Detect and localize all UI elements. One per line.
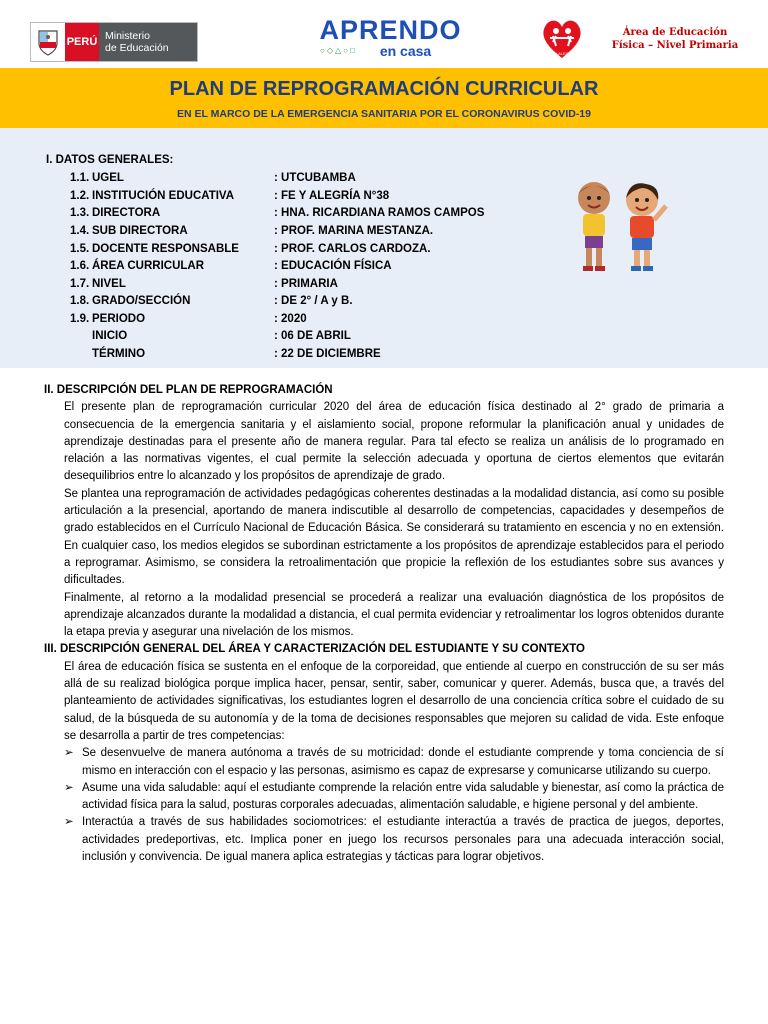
bullet-text: Asume una vida saludable: aquí el estudiante comprende la relación entre vida saludable y bienestar, así como la práctica de actividad física para la salud, posturas corporales adecuadas, alimentación saludable, e higiene personal y del ambiente. <box>82 781 724 812</box>
fya-small-text: FE Y ALEGRÍA <box>548 51 576 56</box>
competency-bullet <box>44 814 724 866</box>
page-header <box>0 0 768 68</box>
arrow-bullet-icon: ➢ <box>64 747 74 760</box>
row-value: : UTCUBAMBA <box>274 172 356 184</box>
row-value: : PRIMARIA <box>274 278 338 290</box>
row-label: DIRECTORA <box>92 207 161 219</box>
children-illustration <box>564 176 674 276</box>
area-header <box>590 26 760 52</box>
row-value: : 22 DE DICIEMBRE <box>274 348 381 360</box>
row-value: : PROF. MARINA MESTANZA. <box>274 225 434 237</box>
data-row <box>70 188 272 204</box>
row-label: PERIODO <box>92 313 146 325</box>
fe-y-alegria-logo <box>538 14 586 62</box>
title-banner <box>0 68 768 128</box>
section-descripcion-plan <box>44 382 724 866</box>
row-value: : 06 DE ABRIL <box>274 330 351 342</box>
aprendo-en-casa-logo <box>318 16 463 62</box>
row-label: GRADO/SECCIÓN <box>92 295 191 307</box>
aprendo-text: APRENDO <box>319 15 462 45</box>
section2-heading: II. DESCRIPCIÓN DEL PLAN DE REPROGRAMACIÓN <box>44 384 333 396</box>
arrow-bullet-icon: ➢ <box>64 816 74 829</box>
data-row <box>70 223 272 239</box>
data-row <box>70 205 272 221</box>
bullet-text: Se desenvuelve de manera autónoma a través de su motricidad: donde el estudiante comprende y toma conciencia de sí mismo en interacción con el espacio y las personas, asimismo es capaz de expresarse y comunicarse utilizando su cuerpo. <box>82 747 724 777</box>
data-row <box>70 258 272 274</box>
document-subtitle: EN EL MARCO DE LA EMERGENCIA SANITARIA POR EL CORONAVIRUS COVID-19 <box>176 108 591 120</box>
section2-paragraph-3: Finalmente, al retorno a la modalidad presencial se procederá a realizar una evaluación diagnóstica de los propósitos de aprendizaje alcanzados durante la modalidad a distancia, el cual permita evidenciar y retroalimentar los logros obtenidos durante la etapa previa y asegurar una nivelación de los mismos. <box>64 591 724 639</box>
row-value: : PROF. CARLOS CARDOZA. <box>274 243 431 255</box>
row-value: : FE Y ALEGRÍA N°38 <box>274 190 390 202</box>
area-line2: Física – Nivel Primaria <box>611 40 739 51</box>
row-label: INSTITUCIÓN EDUCATIVA <box>92 190 235 202</box>
row-num: 1.3. <box>70 207 90 219</box>
data-row <box>70 170 272 186</box>
row-label: DOCENTE RESPONSABLE <box>92 243 239 255</box>
row-value: : DE 2° / A y B. <box>274 295 353 307</box>
section3-paragraph-1: El área de educación física se sustenta en el enfoque de la corporeidad, que entiende al cuerpo en construcción de su ser más allá de su realizad biológica porque implica hacer, pensar, sentir, saber, comunicar y querer. Además, busca que, a través del planteamiento de actividades significativas, los estudiantes logren el desarrollo de una conciencia crítica sobre el cuidado de su salud, de la búsqueda de su autonomía y de la toma de decisiones responsables que mejoren su calidad de vida. Este enfoque se desarrolla a partir de tres competencias: <box>64 660 724 742</box>
row-label: SUB DIRECTORA <box>92 225 188 237</box>
row-num: 1.1. <box>70 172 90 184</box>
competency-bullet <box>44 745 724 780</box>
row-num: 1.7. <box>70 278 90 290</box>
row-value: : 2020 <box>274 313 307 325</box>
row-label: UGEL <box>92 172 124 184</box>
data-row <box>70 346 272 362</box>
section3-heading: III. DESCRIPCIÓN GENERAL DEL ÁREA Y CARACTERIZACIÓN DEL ESTUDIANTE Y SU CONTEXTO <box>44 643 585 656</box>
en-casa-text: en casa <box>379 43 432 59</box>
row-label: NIVEL <box>92 278 126 290</box>
row-num: 1.8. <box>70 295 90 307</box>
minedu-logo <box>30 22 198 62</box>
data-row <box>70 311 272 327</box>
bullet-text: Interactúa a través de sus habilidades sociomotrices: el estudiante interactúa a través de practica de juegos, deportes, actividades predeportivas, etc. Implica poner en juego los recursos personales para una adecuada interacción social, inclusión y convivencia. De igual manera aplica estrategias y tácticas para lograr objetivos. <box>82 816 724 864</box>
ministry-line2: de Educación <box>105 42 169 54</box>
area-line1: Área de Educación <box>622 27 728 38</box>
row-num: 1.2. <box>70 190 90 202</box>
ministry-name <box>99 23 197 61</box>
row-num: 1.5. <box>70 243 90 255</box>
row-label: TÉRMINO <box>92 348 146 360</box>
row-num: 1.6. <box>70 260 90 272</box>
peru-label: PERÚ <box>65 23 99 61</box>
datos-generales-heading: I. DATOS GENERALES: <box>46 154 174 166</box>
shapes-icon: ○◇△○□ <box>320 46 357 55</box>
section2-paragraph-2: Se plantea una reprogramación de actividades pedagógicas coherentes destinadas a la modalidad distancia, así como su posible articulación a la presencial, aportando de manera indiscutible al desarrollo de competencias, capacidades y desempeños de grado establecidos en el Currículo Nacional de Educación Básica. Se considerará su tratamiento en escencia y no en extensión. En cualquier caso, los medios elegidos se subordinan estrictamente a los propósitos de aprendizaje establecidos para el periodo a reprogramar. Asimismo, se considera la retroalimentación que propicie la reflexión de los estudiantes sobre sus avances y dificultades. <box>64 487 724 587</box>
arrow-bullet-icon: ➢ <box>64 781 74 794</box>
section2-paragraph-1: El presente plan de reprogramación curricular 2020 del área de educación física destinado al 2° grado de primaria a consecuencia de la emergencia sanitaria y el aislamiento social, propone reformular la planificación anual y unidades de aprendizaje destinadas para el presente año de manera regular. Para tal efecto se realiza un análisis de lo programado en relación a las normativas vigentes, el cual permite la selección adecuada y oportuna de ciertos elementos que evitarán desequilibrios entre lo alcanzado y los propósitos de aprendizaje de grado. <box>64 401 724 483</box>
row-value: : EDUCACIÓN FÍSICA <box>274 260 392 272</box>
data-row <box>70 293 272 309</box>
document-title: PLAN DE REPROGRAMACIÓN CURRICULAR <box>169 78 599 100</box>
data-row <box>70 276 272 292</box>
row-value: : HNA. RICARDIANA RAMOS CAMPOS <box>274 207 485 219</box>
row-num: 1.9. <box>70 313 90 325</box>
row-label: ÁREA CURRICULAR <box>92 260 205 272</box>
ministry-line1: Ministerio <box>105 30 150 42</box>
row-label: INICIO <box>92 330 128 342</box>
row-num: 1.4. <box>70 225 90 237</box>
competency-bullet <box>44 780 724 815</box>
peru-shield-icon <box>31 23 65 61</box>
data-row <box>70 241 272 257</box>
data-row <box>70 328 272 344</box>
